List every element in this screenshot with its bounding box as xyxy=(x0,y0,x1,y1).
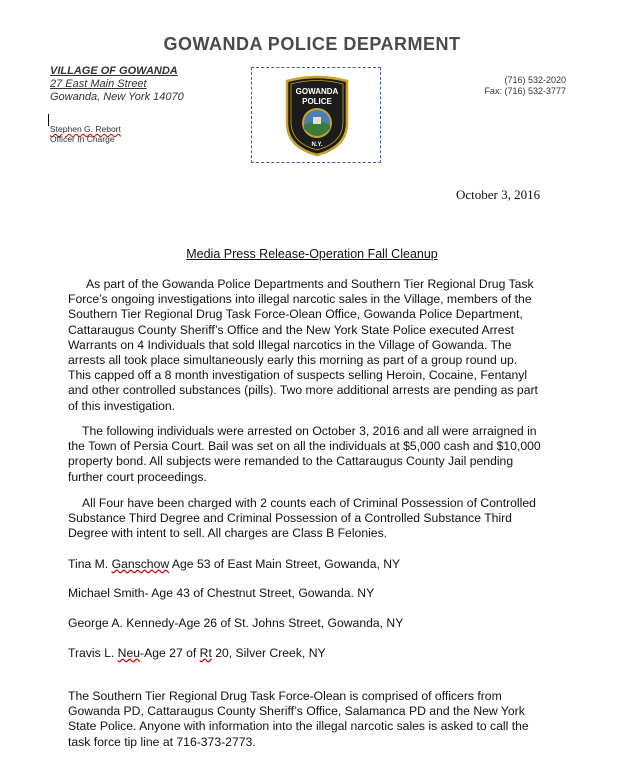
police-badge-logo xyxy=(283,75,351,157)
press-release-heading: Media Press Release-Operation Fall Cleanup xyxy=(186,247,438,261)
arrestee-line xyxy=(68,557,400,571)
paragraph-line: All Four have been charged with 2 counts each of Criminal Possession of Controlled xyxy=(82,496,536,510)
arrestee-text: -Age 27 of xyxy=(140,646,200,660)
fax-number: Fax: (716) 532-3777 xyxy=(484,86,566,96)
arrestee-text: Age 53 of East Main Street, Gowanda, NY xyxy=(169,557,401,571)
logo-top-text: GOWANDA xyxy=(295,87,339,96)
paragraph-line: and other controlled substances (pills). Two more additional arrests are pending as part xyxy=(68,383,538,398)
arrestee-surname: Neu xyxy=(117,646,141,660)
paragraph-line: Substance Third Degree and Criminal Possession of a Controlled Substance Third xyxy=(68,511,512,526)
paragraph-line: further court proceedings. xyxy=(68,469,207,484)
paragraph-line: As part of the Gowanda Police Departments and Southern Tier Regional Drug Task xyxy=(86,277,534,291)
paragraph-line: of this investigation. xyxy=(68,398,176,413)
paragraph-line: This capped off a 8 month investigation of suspects selling Heroin, Cocaine, Fentanyl xyxy=(68,368,528,383)
paragraph-task-force xyxy=(68,689,568,750)
arrestee-text: Tina M. xyxy=(68,557,112,571)
contact-block xyxy=(484,75,566,97)
paragraph-line: property bond. All subjects were remanded to the Cattaraugus County Jail pending xyxy=(68,454,514,469)
paragraph-line: The following individuals were arrested on October 3, 2016 and all were arraigned in xyxy=(82,424,537,438)
phone-number: (716) 532-2020 xyxy=(504,75,566,85)
release-date: October 3, 2016 xyxy=(456,187,541,202)
logo-middle-text: POLICE xyxy=(302,97,332,106)
paragraph-line: The Southern Tier Regional Drug Task Force-Olean is comprised of officers from xyxy=(68,689,502,703)
paragraph-line: Force’s ongoing investigations into illegal narcotic sales in the Village, members of the xyxy=(68,292,532,307)
paragraph-line: task force tip line at 716-373-2773. xyxy=(68,734,256,749)
arrestee-line xyxy=(68,586,374,600)
logo-bottom-text: N.Y. xyxy=(311,142,323,148)
paragraph-arrests xyxy=(68,424,568,485)
arrestee-surname: Ganschow xyxy=(111,557,170,571)
officer-title: Officer In Charge xyxy=(50,134,115,144)
officer-name: Stephen G. Rebort xyxy=(50,124,121,134)
arrestee-text: Michael Smith- Age 43 of Chestnut Street, Gowanda. NY xyxy=(68,586,375,600)
street-address: 27 East Main Street xyxy=(50,78,147,90)
department-title: GOWANDA POLICE DEPARMENT xyxy=(163,34,461,54)
city-line: Gowanda, New York 14070 xyxy=(50,91,184,103)
paragraph-line: Cattaraugus County Sheriff’s Office and the New York State Police executed Arrest xyxy=(68,322,514,337)
paragraph-charges xyxy=(68,496,568,542)
village-address-block xyxy=(50,65,184,104)
paragraph-line: Southern Tier Regional Drug Task Force-Olean Office, Gowanda Police Department, xyxy=(68,307,523,322)
officer-block xyxy=(50,124,121,144)
arrestee-line xyxy=(68,616,403,630)
arrestee-line xyxy=(68,646,326,660)
arrestee-route: Rt xyxy=(199,646,212,660)
village-name: VILLAGE OF GOWANDA xyxy=(50,65,178,77)
arrestee-text: George A. Kennedy-Age 26 of St. Johns Street, Gowanda, NY xyxy=(68,616,404,630)
arrestee-text: 20, Silver Creek, NY xyxy=(211,646,326,660)
paragraph-line: Degree with intent to sell. All charges are Class B Felonies. xyxy=(68,526,388,541)
paragraph-line: State Police. Anyone with information into the illegal narcotic sales is asked to call the xyxy=(68,719,529,734)
paragraph-line: Warrants on 4 Individuals that sold Illegal narcotics in the Village of Gowanda. The xyxy=(68,337,512,352)
paragraph-line: arrests all took place simultaneously early this morning as part of a group round up. xyxy=(68,353,518,368)
text-cursor xyxy=(48,114,49,126)
paragraph-line: the Town of Persia Court. Bail was set on all the individuals at $5,000 cash and $10,000 xyxy=(68,439,541,454)
paragraph-intro xyxy=(68,277,568,414)
arrestee-text: Travis L. xyxy=(68,646,118,660)
logo-frame xyxy=(251,67,381,163)
paragraph-line: Gowanda PD, Cattaraugus County Sheriff’s Office, Salamanca PD and the New York xyxy=(68,704,525,719)
